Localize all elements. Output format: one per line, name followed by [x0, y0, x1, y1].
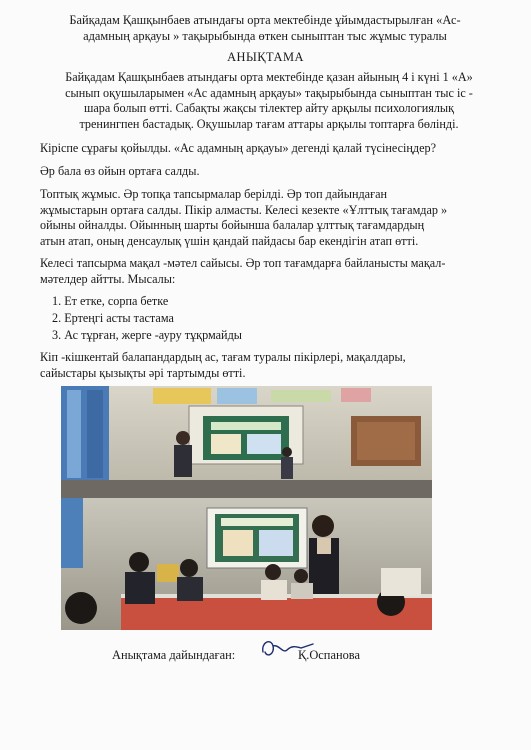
closing-line-2: сайыстары қызықты әрі тартымды өтті. [40, 365, 246, 380]
prepared-by-label: Анықтама дайындаған: [112, 648, 236, 662]
proverb-paragraph [40, 256, 500, 287]
intro-line-2: сынып оқушыларымен «Ас адамның арқауы» тақырыбында сыныптан тыс іс - [65, 85, 473, 100]
classroom-photo-top [61, 386, 432, 498]
list-item: 2. Ертеңгі асты тастама [52, 311, 174, 325]
group-line-1: Топтық жұмыс. Әр топқа тапсырмалар берілді. Әр топ дайындаған [40, 187, 388, 201]
closing-paragraph [40, 350, 500, 381]
classroom-bottom-image [61, 498, 432, 630]
intro-line-4: тренингпен бастадық. Оқушылар тағам аттары арқылы топтарға бөлінді. [79, 116, 459, 131]
group-line-3: ойыны ойналды. Ойынның шарты бойынша балалар ұлттық тағамдардың [40, 218, 425, 232]
closing-line-1: Кіп -кішкентай балапандардың ас, тағам туралы пікірлері, мақалдары, [40, 350, 406, 364]
intro-line-1: Байқадам Қашқынбаев атындағы орта мектебінде қазан айының 4 і күні 1 «А» [65, 70, 473, 84]
proverb-line-1: Келесі тапсырма мақал -мәтел сайысы. Әр топ тағамдарға байланысты мақал- [40, 256, 446, 270]
proverb-line-2: мәтелдер айтты. Мысалы: [40, 271, 176, 286]
classroom-photo-bottom [61, 498, 432, 630]
photo-collage [61, 386, 432, 630]
question-paragraph: Кіріспе сұрағы қойылды. «Ас адамның арқауы» дегенді қалай түсінесіңдер? [40, 141, 437, 155]
document-title: АНЫҚТАМА [227, 50, 304, 64]
ideas-paragraph: Әр бала өз ойын ортаға салды. [40, 164, 200, 178]
group-line-2: жұмыстарын ортаға салды. Пікір алмасты. Келесі кезекте «Ұлттық тағамдар » [40, 202, 448, 217]
header-line-2: адамның арқауы » тақырыбында өткен сыныптан тыс жұмыс туралы [83, 29, 447, 43]
list-item: 1. Ет етке, сорпа бетке [52, 294, 169, 308]
classroom-top-image [61, 386, 432, 498]
list-item: 3. Ас тұрған, жерге -ауру тұқрмайды [52, 328, 242, 342]
intro-line-3: шара болып өтті. Сабақты жақсы тілектер айту арқылы психологиялық [83, 101, 455, 115]
group-work-paragraph [40, 187, 500, 249]
author-name: Қ.Оспанова [298, 648, 360, 662]
proverb-list [52, 293, 242, 344]
intro-paragraph [44, 70, 494, 132]
group-line-4: атын атап, оның денсаулық үшін қандай пайдасы бар екендігін атап өтті. [40, 233, 419, 248]
document-header [40, 12, 490, 44]
header-line-1: Байқадам Қашқынбаев атындағы орта мектебінде ұйымдастырылған «Ас- [69, 13, 461, 27]
